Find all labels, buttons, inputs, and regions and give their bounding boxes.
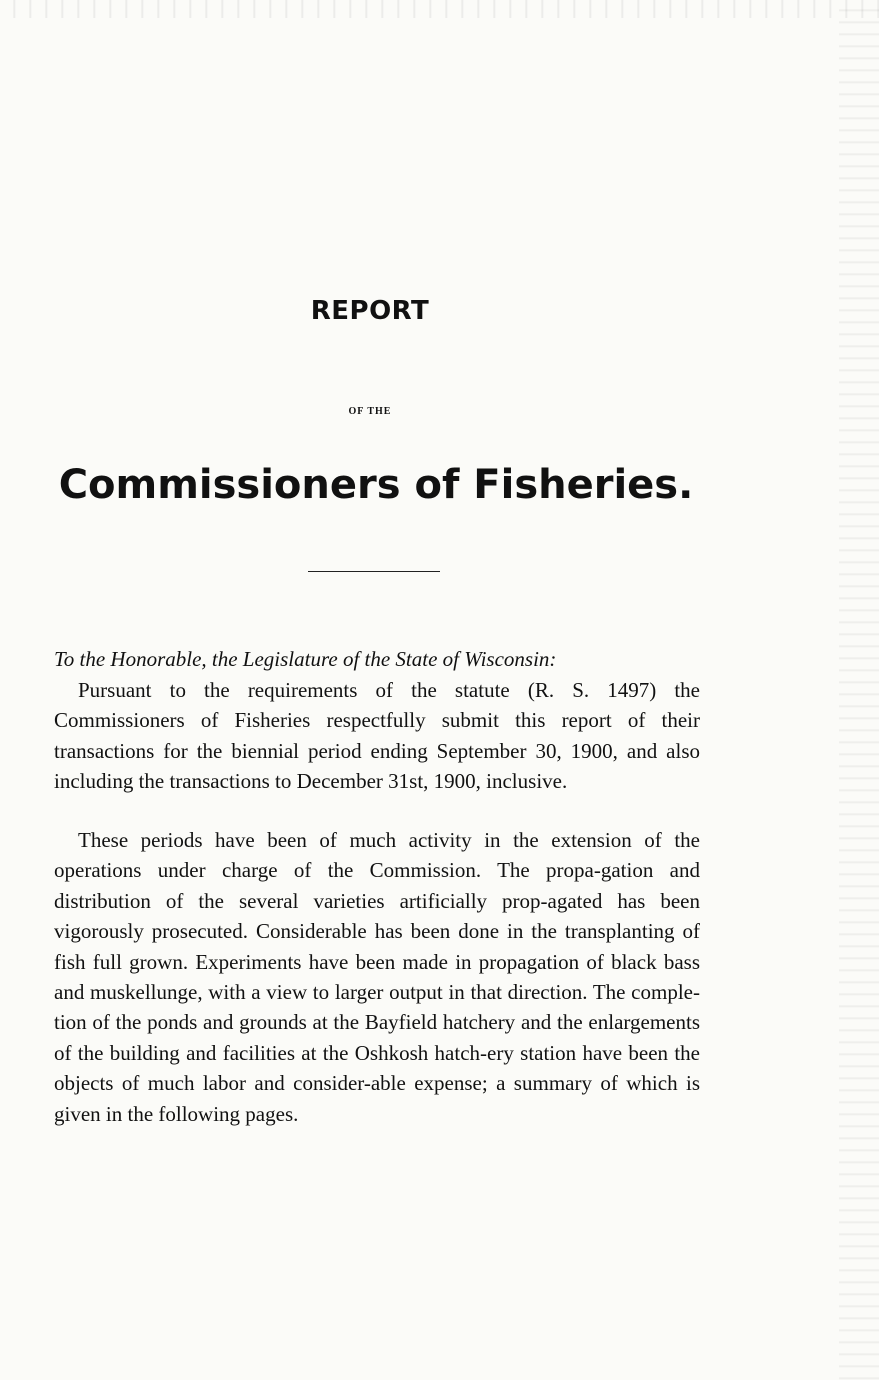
salutation: To the Honorable, the Legislature of the State of Wisconsin:	[54, 647, 557, 671]
report-heading: REPORT	[310, 296, 430, 326]
divider-rule	[308, 571, 440, 572]
paragraph-1: Pursuant to the requirements of the statute (R. S. 1497) the Commissioners of Fisheries respectfully submit this report of their transactions for the biennial period ending September 30, 1900, and also including the transactions to December 31st, 1900, inclusive.	[54, 678, 700, 794]
of-the-subheading: OF THE	[348, 406, 392, 417]
paragraph-2: These periods have been of much activity in the extension of the operations under charge of the Commission. The propa-gation and distribution of the several varieties artificially prop-agated has been vigorously prosecuted. Considerable has been done in the transplanting of fish full grown. Experiments have been made in propagation of black bass and muskellunge, with a view to larger output in that direction. The comple-tion of the ponds and grounds at the Bayfield hatchery and the enlargements of the building and facilities at the Oshkosh hatch-ery station have been the objects of much labor and consider-able expense; a summary of which is given in the following pages.	[54, 828, 700, 1126]
commissioners-title: Commissioners of Fisheries.	[58, 462, 694, 508]
page-edge-speckle-top	[0, 0, 879, 18]
page-edge-speckle-right	[839, 0, 879, 1380]
